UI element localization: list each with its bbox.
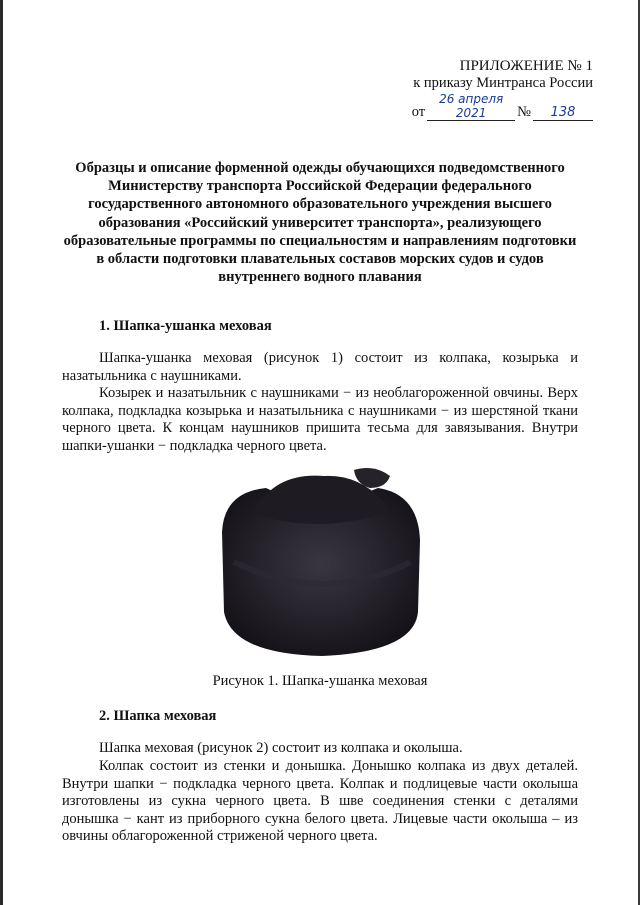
scan-edge-left (0, 0, 3, 905)
annex-title: ПРИЛОЖЕНИЕ № 1 (459, 58, 593, 74)
number-prefix: № (517, 104, 531, 120)
figure-1-caption: Рисунок 1. Шапка-ушанка меховая (212, 673, 428, 689)
document-title: Образцы и описание форменной одежды обучающихся подведомственного Министерству транспорта Российской Федерации федерального государственного автономного образовательного учреждения высшего образования «Российский университет транспорта», реализующего образовательные программы по специальностям и направлениям подготовки в области подготовки плавательных составов морских судов и судов внутреннего водного плавания (63, 160, 577, 286)
section-2-paragraph-2: Колпак состоит из стенки и донышка. Донышко колпака из двух деталей. Внутри шапки − подкладка черного цвета. Колпак и подлицевые части околыша изготовлены из сукна черного цвета. В шве соединения стенки с деталями донышка − кант из приборного сукна белого цвета. Лицевые части околыша – из овчины облагороженной стриженой черного цвета. (62, 758, 578, 845)
annex-date-number (412, 92, 593, 121)
date-prefix: от (411, 104, 426, 120)
handwritten-date: 26 апреля 2021 (427, 92, 515, 121)
annex-header (412, 58, 593, 121)
section-1-paragraph-2: Козырек и назатыльник с наушниками − из необлагороженной овчины. Верх колпака, подкладка козырька и назатыльника с наушниками − из шерстяной ткани черного цвета. К концам наушников пришита тесьма для завязывания. Внутри шапки-ушанки − подкладка черного цвета. (62, 385, 578, 454)
fur-ushanka-photo (214, 462, 426, 660)
section-1-heading: 1. Шапка-ушанка меховая (99, 318, 272, 334)
handwritten-number: 138 (533, 106, 593, 121)
section-2-paragraph-1: Шапка меховая (рисунок 2) состоит из колпака и околыша. (99, 740, 463, 756)
annex-order: к приказу Минтранса России (413, 75, 593, 91)
section-1-paragraph-1: Шапка-ушанка меховая (рисунок 1) состоит из колпака, козырька и назатыльника с наушниками. (62, 350, 578, 384)
section-2-heading: 2. Шапка меховая (99, 708, 217, 724)
